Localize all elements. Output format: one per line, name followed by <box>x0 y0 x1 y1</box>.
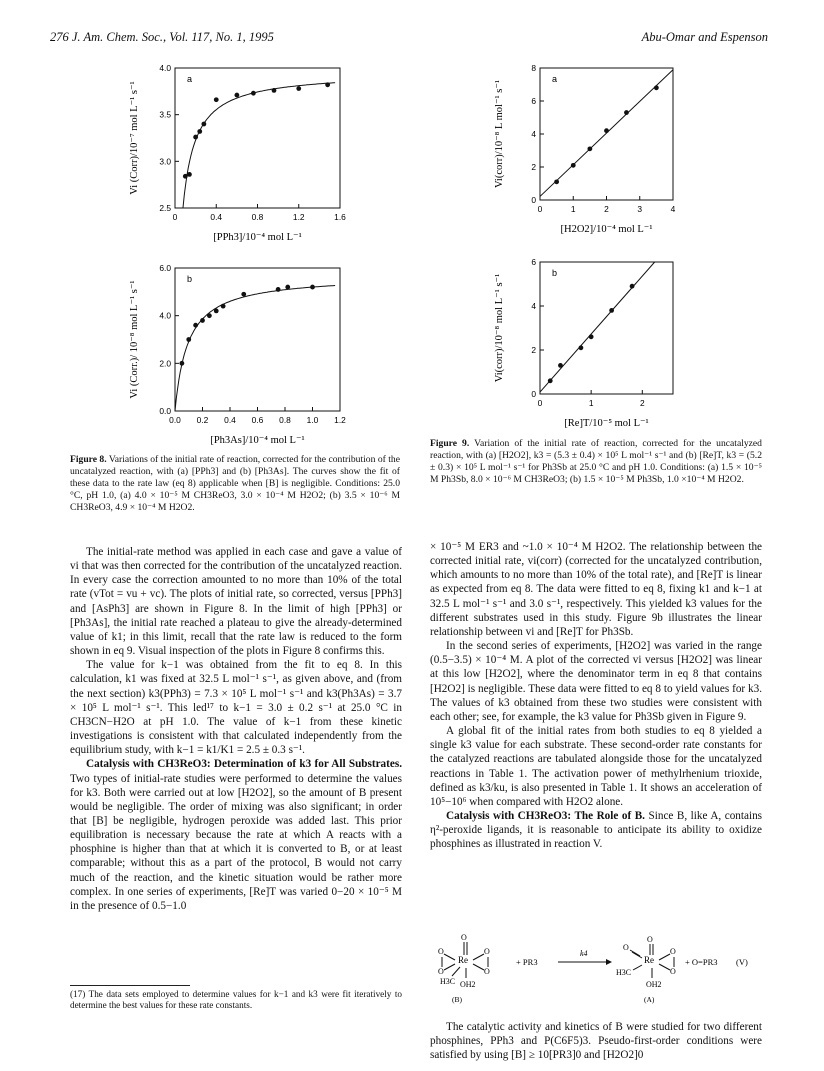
data-point <box>589 334 594 339</box>
right-paragraph-5: The catalytic activity and kinetics of B were studied for two different phosphines, PPh3 and P(C6F5)3. Pseudo-first-order conditions were satisfied by using [B] ≥ 10[PR3]0 and [H2O2]0 <box>430 1021 762 1062</box>
x-tick-label: 1 <box>570 204 576 214</box>
x-tick-label: 1.2 <box>292 212 305 222</box>
footnote-17: (17) The data sets employed to determine values for k−1 and k3 were fit iteratively to determine the best values for these rate constants. <box>70 989 402 1011</box>
y-axis-label: Vi(corr)/10⁻⁸ mol L⁻¹ s⁻¹ <box>494 273 505 383</box>
footnote-rule <box>70 985 190 986</box>
y-tick-label: 2 <box>531 345 536 355</box>
running-header-left: 276 J. Am. Chem. Soc., Vol. 117, No. 1, 1995 <box>50 30 274 44</box>
right-column-text <box>430 540 762 851</box>
structure-b-re: Re <box>458 955 468 965</box>
structure-a-oh2: OH2 <box>646 980 662 989</box>
y-tick-label: 2.5 <box>159 203 171 213</box>
right-paragraph-1: × 10⁻⁵ M ER3 and ~1.0 × 10⁻⁴ M H2O2. The relationship between the corrected initial rate, vi(corr) (corrected for the uncatalyzed contribution, which amounts to no more than 10% of the total rate), and [Re]T is linear as expected from eq 8. The data were fitted to eq 8, fixing k1 and k−1 at 32.5 L mol⁻¹ s⁻¹ and 3.0 s⁻¹, respectively. This yielded k3 values for the different substrates used in this study. Figure 9b illustrates the linear relationship between vi and [Re]T for Ph3Sb. <box>430 541 762 638</box>
y-tick-label: 4 <box>531 301 536 311</box>
x-axis-label: [PPh3]/10⁻⁴ mol L⁻¹ <box>213 232 302 243</box>
x-tick-label: 1.2 <box>334 415 346 425</box>
y-tick-label: 4.0 <box>159 310 171 321</box>
x-tick-label: 0 <box>172 212 178 222</box>
svg-text:O: O <box>438 947 444 956</box>
x-tick-label: 0.4 <box>224 415 236 425</box>
x-tick-label: 0 <box>537 204 543 214</box>
panel-label: a <box>187 74 193 84</box>
reaction-scheme-v <box>430 930 762 1010</box>
reaction-arrow <box>558 959 612 965</box>
y-tick-label: 4 <box>531 129 536 139</box>
left-column-text <box>70 545 402 913</box>
figure9-caption-label: Figure 9. <box>430 438 470 449</box>
structure-a <box>616 935 676 1004</box>
structure-a-re: Re <box>644 955 654 965</box>
y-tick-label: 2 <box>531 162 536 172</box>
svg-text:O: O <box>647 935 653 944</box>
svg-text:O: O <box>623 943 629 952</box>
svg-text:O: O <box>670 947 676 956</box>
x-tick-label: 0.8 <box>251 212 264 222</box>
reaction-label-v: (V) <box>736 957 748 967</box>
svg-text:O: O <box>438 967 444 976</box>
structure-a-tag: (A) <box>644 995 655 1004</box>
x-tick-label: 0 <box>537 398 543 408</box>
left-paragraph-3-heading: Catalysis with CH3ReO3: Determination of k3 for All Substrates. <box>86 758 402 771</box>
x-tick-label: 2 <box>639 398 645 408</box>
structure-b-tag: (B) <box>452 995 462 1004</box>
y-tick-label: 6.0 <box>159 263 171 273</box>
y-tick-label: 6 <box>531 257 536 267</box>
x-axis-label: [H2O2]/10⁻⁴ mol L⁻¹ <box>560 224 653 235</box>
rate-constant-k4: k4 <box>580 949 588 958</box>
figure9-caption <box>430 438 762 486</box>
y-tick-label: 0 <box>531 389 536 399</box>
svg-text:O: O <box>484 947 490 956</box>
structure-b-h3c: H3C <box>440 977 456 986</box>
structure-b-oh2: OH2 <box>460 980 476 989</box>
x-tick-label: 0.6 <box>251 415 264 425</box>
y-axis-label: Vi (Corr)/10⁻⁷ mol L⁻¹ s⁻¹ <box>129 81 140 195</box>
panel-label: b <box>552 268 558 278</box>
x-tick-label: 1.6 <box>334 212 346 222</box>
y-tick-label: 2.0 <box>159 358 171 369</box>
y-tick-label: 3.5 <box>159 109 171 120</box>
y-tick-label: 4.0 <box>159 63 171 73</box>
x-tick-label: 0.4 <box>210 212 223 222</box>
x-tick-label: 3 <box>637 204 643 214</box>
data-point <box>558 363 563 368</box>
figure8-caption-label: Figure 8. <box>70 454 107 465</box>
x-tick-label: 0.0 <box>169 415 181 425</box>
right-column-text-bottom <box>430 1020 762 1062</box>
y-tick-label: 3.0 <box>159 156 171 167</box>
right-paragraph-4-body: Since B, like A, contains η²-peroxide ligands, it is reasonable to anticipate its ability to oxidize phosphines as illustrated in reaction V. <box>430 809 763 851</box>
figure8-caption <box>70 454 400 514</box>
right-paragraph-3: A global fit of the initial rates from both studies to eq 8 yielded a single k3 value for each substrate. These second-order rate constants for the catalyzed reactions are tabulated alongside those for the uncatalyzed reactions in Table 1. The activation power of methylrhenium trioxide, defined as k3/ku, is also presented in Table 1. It shows an acceleration of 10⁵−10⁶ when compared with H2O2 alone. <box>430 725 762 808</box>
reagent-pr3: + PR3 <box>516 957 538 967</box>
figure9-caption-text: Variation of the initial rate of reaction, corrected for the uncatalyzed reaction, with (a) [H2O2], k3 = (5.3 ± 0.4) × 10⁵ L mol⁻¹ s⁻¹ and (b) [Re]T, k3 = (5.2 ± 0.3) × 10⁵ L mol⁻¹ s⁻¹ for Ph3Sb at 25.0 °C and pH 1.0. Conditions: (a) 1.5 × 10⁻⁵ M Ph3Sb, 8.0 × 10⁻⁶ M CH3ReO3; (b) 1.5 × 10⁻⁵ M Ph3Sb, 1.0 ×10⁻⁴ M H2O2. <box>430 438 762 486</box>
svg-text:O: O <box>461 933 467 942</box>
panel-label: b <box>187 274 193 284</box>
right-paragraph-4-heading: Catalysis with CH3ReO3: The Role of B. <box>446 809 645 822</box>
left-paragraph-1: The initial-rate method was applied in each case and gave a value of vi that was then corrected for the contribution of the uncatalyzed reaction. In every case the correction amounted to no more than 10% of the total rate (vTot = vu + vc). The plots of initial rate, so corrected, versus [PPh3] and [AsPh3] are shown in Figure 8. In the limit of high [PPh3] or [Ph3As], the initial rate reached a plateau to give the already-determined value of k1; in this limit, recall that the rate law is reduced to the form shown in eq 9. Visual inspection of the plots in Figure 8 confirms this. <box>70 546 402 658</box>
y-tick-label: 6 <box>531 96 536 106</box>
y-tick-label: 0 <box>531 195 536 205</box>
left-paragraph-2: The value for k−1 was obtained from the fit to eq 8. In this calculation, k1 was fixed at 32.5 L mol⁻¹ s⁻¹, as given above, and (from the next section) k3(PPh3) = 7.3 × 10⁵ L mol⁻¹ s⁻¹ and k3(Ph3As) = 3.7 × 10⁵ L mol⁻¹ s⁻¹. This led¹⁷ to k−1 = 3.0 ± 0.2 s⁻¹ at 25.0 °C in CH3CN−H2O at pH 1.0. The value of k−1 from these kinetic investigations is consistent with that calculated independently from the equilibrium study, with k−1 = k1/K1 = 2.5 ± 0.3 s⁻¹. <box>70 659 402 757</box>
y-axis-label: Vi(corr)/10⁻⁸ L mol⁻¹ s⁻¹ <box>494 79 505 189</box>
y-tick-label: 0.0 <box>159 406 171 416</box>
svg-text:O: O <box>484 967 490 976</box>
y-tick-label: 8 <box>531 63 536 73</box>
left-paragraph-3 <box>70 757 402 913</box>
data-point <box>579 345 584 350</box>
chart-3-group <box>494 257 673 429</box>
panel-label: a <box>552 74 558 84</box>
left-paragraph-3-body: Two types of initial-rate studies were performed to determine the values for k3. Both were carried out at low [H2O2], so the amount of B present would be negligible. The order of mixing was also significant; in order that [B] be negligible, hydrogen peroxide was added last. This prior equilibration is necessary because the rate at which A reacts with a phosphine is higher than that at which it is converted to B, or at least comparable; without this as a part of the protocol, B would not carry much of the reaction, and the kinetic situation would be rather more complex. In one series of experiments, [Re]T was varied 0−20 × 10⁻⁵ M in the presence of 0.5−1.0 <box>70 772 402 912</box>
data-point <box>630 284 635 289</box>
structure-b <box>438 933 490 1004</box>
data-point <box>548 378 553 383</box>
x-axis-label: [Re]T/10⁻⁵ mol L⁻¹ <box>564 418 649 429</box>
x-tick-label: 0.2 <box>196 415 209 425</box>
plot-frame <box>540 262 673 394</box>
x-tick-label: 1.0 <box>306 415 319 425</box>
figure8-caption-text: Variations of the initial rate of reaction, corrected for the contribution of the uncatalyzed reaction, with (a) [PPh3] and (b) [Ph3As]. The curves show the fit of these data to the rate law (eq 8) applicable when [B] is negligible. Conditions: 25.0 °C, pH 1.0, (a) 4.0 × 10⁻⁵ M CH3ReO3, 3.0 × 10⁻⁴ M H2O2; (b) 3.5 × 10⁻⁶ M CH3ReO3, 4.9 × 10⁻⁴ M H2O2. <box>70 454 400 514</box>
right-paragraph-4 <box>430 809 762 851</box>
structure-a-h3c: H3C <box>616 968 632 977</box>
right-paragraph-2: In the second series of experiments, [H2O2] was varied in the range (0.5−3.5) × 10⁻⁴ M. A plot of the corrected vi versus [H2O2] was linear at this low [H2O2], where the denominator term in eq 8 that contains [H2O2] is negligible. These data were fitted to eq 8 to yield values for k3. The values of k3 obtained from these two studies were consistent with each other; see, for example, the k3 value for Ph3Sb given in Figure 9. <box>430 640 762 723</box>
y-axis-label: Vi (Corr.)/ 10⁻⁸ mol L⁻¹ s⁻¹ <box>129 280 140 399</box>
data-point <box>609 308 614 313</box>
x-tick-label: 0.8 <box>279 415 291 425</box>
x-tick-label: 1 <box>588 398 594 408</box>
x-tick-label: 2 <box>604 204 609 214</box>
x-axis-label: [Ph3As]/10⁻⁴ mol L⁻¹ <box>210 435 305 446</box>
fit-line <box>540 262 655 392</box>
x-tick-label: 4 <box>670 204 676 214</box>
product-opr3: + O=PR3 <box>685 957 718 967</box>
running-header-right: Abu-Omar and Espenson <box>641 30 768 44</box>
svg-text:O: O <box>670 967 676 976</box>
